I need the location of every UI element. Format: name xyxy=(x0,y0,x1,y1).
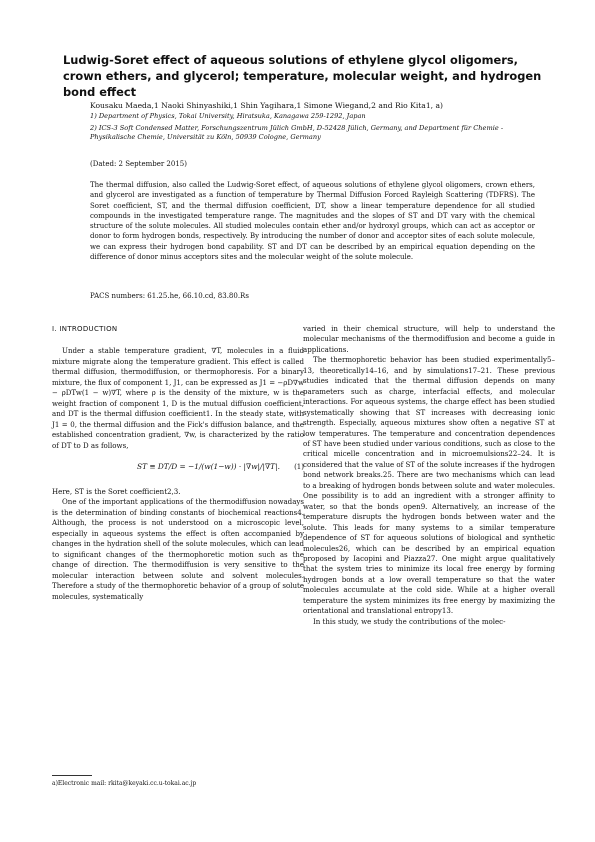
date-line: (Dated: 2 September 2015) xyxy=(90,160,187,168)
equation-number: (1) xyxy=(294,462,304,471)
paragraph: Under a stable temperature gradient, ∇T, molecules in a fluid mixture migrate along the temperature gradient. This effect is called thermal diffusion, thermodiffusion, or thermophoresis. For a binary mixture, the flux of component 1, J1, can be expressed as J1 = −ρD∇w − ρDTw(1 − w)∇T, where ρ is the density of the mixture, w is the weight fraction of component 1, D is the mutual diffusion coefficient, and DT is the thermal diffusion coefficient1. In the steady state, with J1 = 0, the thermal diffusion and the Fick's diffusion balance, and the established concentration gradient, ∇w, is characterized by the ratio of DT to D as follows, xyxy=(52,346,304,450)
paragraph: One of the important applications of the thermodiffusion nowadays is the determination of binding constants of biochemical reactions4. Although, the process is not understood on a microscopic level, especially in aqueous systems the effect is often accompanied by changes in the hydration shell of the solute molecules, which can lead to significant changes of the thermophoretic motion such as the change of direction. The thermodiffusion is very sensitive to the molecular interaction between solute and solvent molecules. Therefore a study of the thermophoretic behavior of a group of solute molecules, systematically xyxy=(52,497,304,601)
paragraph: The thermophoretic behavior has been studied experimentally5–13, theoretically14–16, and by simulations17–21. These previous studies indicated that the thermal diffusion depends on many parameters such as charge, interfacial effects, and molecular interactions. For aqueous systems, the charge effect has been studied systematically showing that ST increases with decreasing ionic strength. Especially, aqueous mixtures show often a negative ST at low temperatures. The temperature and concentration dependences of ST have been studied under various conditions, such as close to the critical micelle concentration and in microemulsions22–24. It is considered that the value of ST of the solute increases if the hydrogen bond network breaks.25. There are two mechanisms which can lead to a breaking of hydrogen bonds between solute and water molecules. One possibility is to add an ingredient with a stronger affinity to water, so that the bonds open9. Alternatively, an increase of the temperature disrupts the hydrogen bonds between water and the solute. This leads for many systems to a similar temperature dependence of ST for aqueous solutions of biological and synthetic molecules26, which can be described by an empirical equation proposed by Iacopini and Piazza27. One might argue qualitatively that the system tries to minimize its local free energy by forming hydrogen bonds at a low overall temperature so that the water molecules accumulate at the cold side. While at a higher overall temperature the system minimizes its free energy by maximizing the orientational and translational entropy13. xyxy=(303,355,555,616)
paragraph: varied in their chemical structure, will help to understand the molecular mechanisms of the thermodiffusion and become a guide in applications. xyxy=(303,324,555,354)
equation-text: ST ≡ DT/D = −1/(w(1−w)) · |∇w|/|∇T|. xyxy=(137,461,280,471)
paragraph: In this study, we study the contributions of the molec- xyxy=(313,616,506,626)
paragraph: Here, ST is the Soret coefficient2,3. xyxy=(52,486,181,496)
left-column xyxy=(52,324,304,602)
pacs-numbers: PACS numbers: 61.25.he, 66.10.cd, 83.80.Rs xyxy=(90,292,249,300)
affiliation-2: 2) ICS-3 Soft Condensed Matter, Forschungszentrum Jülich GmbH, D-52428 Jülich, Germany, and Department für Chemie - Physikalische Chemie, Universität zu Köln, 50939 Cologne, Germany xyxy=(90,124,504,141)
equation-1 xyxy=(52,457,304,481)
author-list: Kousaku Maeda,1 Naoki Shinyashiki,1 Shin Yagihara,1 Simone Wiegand,2 and Rio Kita1, a) xyxy=(90,101,443,110)
section-heading: I. INTRODUCTION xyxy=(52,325,118,333)
right-column xyxy=(303,324,555,627)
abstract: The thermal diffusion, also called the Ludwig-Soret effect, of aqueous solutions of ethylene glycol oligomers, crown ethers, and glycerol are investigated as a function of temperature by Thermal Diffusion Forced Rayleigh Scattering (TDFRS). The Soret coefficient, ST, and the thermal diffusion coefficient, DT, show a linear temperature dependence for all studied compounds in the investigated temperature range. The magnitudes and the slopes of ST and DT vary with the chemical structure of the solute molecules. All studied molecules contain ether and/or hydroxyl groups, which can act as acceptor or donor to form hydrogen bonds, respectively. By introducing the number of donor and acceptor sites of each solute molecule, we can express their hydrogen bond capability. ST and DT can be described by an empirical equation depending on the difference of donor minus acceptors sites and the molecular weight of the solute molecule. xyxy=(90,181,535,262)
affiliation-1: 1) Department of Physics, Tokai University, Hiratsuka, Kanagawa 259-1292, Japan xyxy=(90,112,366,120)
footnote: a)Electronic mail: rkita@keyaki.cc.u-tokai.ac.jp xyxy=(52,780,197,787)
paper-title: Ludwig-Soret effect of aqueous solutions of ethylene glycol oligomers, crown ethers, and glycerol; temperature, molecular weight, and hydrogen bond effect xyxy=(63,53,542,100)
footnote-divider xyxy=(52,775,92,776)
